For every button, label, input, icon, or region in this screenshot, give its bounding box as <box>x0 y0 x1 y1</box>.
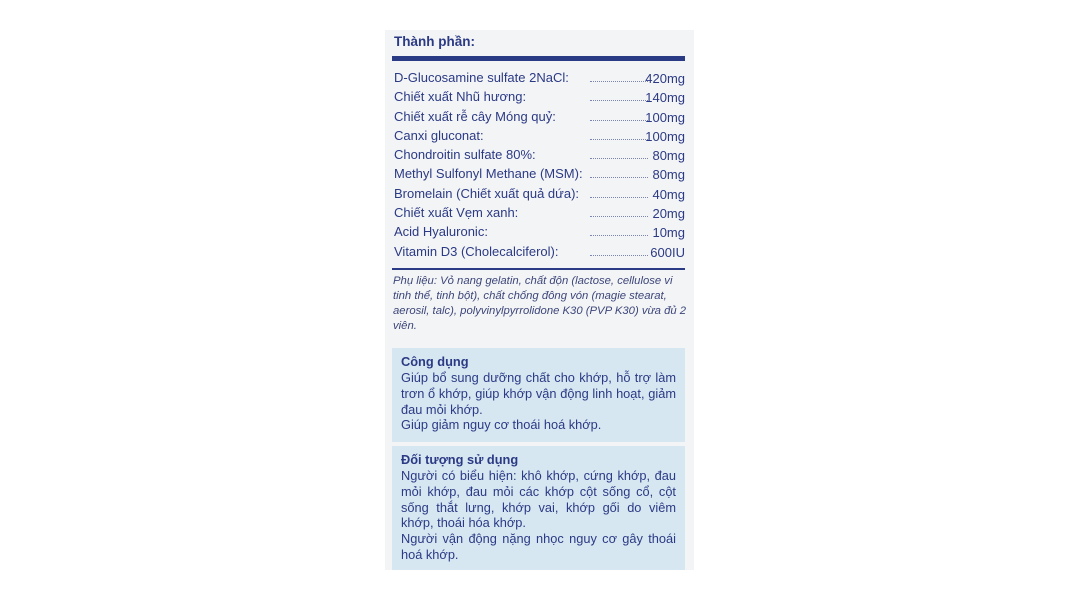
ingredient-amount: 100mg <box>645 109 685 125</box>
middle-divider <box>392 268 685 270</box>
ingredients-title: Thành phần: <box>394 34 475 49</box>
ingredient-row <box>394 107 685 126</box>
ingredient-name: Canxi gluconat: <box>394 127 484 143</box>
dot-leader <box>590 81 648 82</box>
top-divider <box>392 56 685 61</box>
product-label-panel <box>385 30 694 570</box>
ingredient-row <box>394 242 685 261</box>
ingredient-amount: 420mg <box>645 71 685 86</box>
ingredient-name: D-Glucosamine sulfate 2NaCl: <box>394 70 569 85</box>
ingredient-name: Chiết xuất rễ cây Móng quỷ: <box>394 108 556 124</box>
target-users-line: Người vận động nặng nhọc nguy cơ gây thoái hoá khớp. <box>401 531 676 562</box>
excipients-note: Phụ liệu: Vỏ nang gelatin, chất độn (lactose, cellulose vi tinh thể, tinh bột), chất chống đông vón (magie stearat, aerosil, talc), polyvinylpyrrolidone K30 (PVP K30) vừa đủ 2 viên. <box>393 275 687 332</box>
ingredient-row <box>394 68 685 87</box>
dot-leader <box>590 100 648 101</box>
uses-heading: Công dụng <box>401 354 469 369</box>
dot-leader <box>590 235 648 236</box>
target-users-line: Người có biểu hiện: khô khớp, cứng khớp, đau mỏi khớp, đau mỏi các khớp cột sống cổ, cột sống thắt lưng, khớp vai, khớp gối do viêm khớp, thoái hóa khớp. <box>401 468 676 531</box>
dot-leader <box>590 197 648 198</box>
ingredient-row <box>394 184 685 203</box>
ingredient-amount: 10mg <box>652 225 685 241</box>
dot-leader <box>590 158 648 159</box>
uses-line: Giúp giảm nguy cơ thoái hoá khớp. <box>401 417 602 433</box>
ingredients-list <box>394 68 685 261</box>
ingredient-name: Chiết xuất Nhũ hương: <box>394 89 527 105</box>
ingredient-name: Methyl Sulfonyl Methane (MSM): <box>394 166 583 182</box>
ingredient-amount: 600IU <box>650 244 685 260</box>
target-users-heading: Đối tượng sử dụng <box>401 452 519 467</box>
ingredient-amount: 40mg <box>652 186 685 202</box>
ingredient-name: Vitamin D3 (Cholecalciferol): <box>394 243 559 259</box>
ingredient-amount: 80mg <box>652 148 685 164</box>
uses-section <box>392 348 685 442</box>
ingredient-name: Chondroitin sulfate 80%: <box>394 147 536 163</box>
ingredient-row <box>394 222 685 241</box>
ingredient-amount: 20mg <box>652 206 685 222</box>
ingredient-row <box>394 203 685 222</box>
dot-leader <box>590 139 648 140</box>
ingredient-name: Acid Hyaluronic: <box>394 224 488 240</box>
uses-line: Giúp bổ sung dưỡng chất cho khớp, hỗ trợ làm trơn ổ khớp, giúp khớp vận động linh hoạt, giảm đau mỏi khớp. <box>401 370 676 417</box>
ingredient-amount: 100mg <box>645 128 685 144</box>
ingredient-amount: 140mg <box>645 90 685 106</box>
target-users-section <box>392 446 685 570</box>
ingredient-row <box>394 145 685 164</box>
dot-leader <box>590 177 648 178</box>
dot-leader <box>590 255 648 256</box>
ingredient-row <box>394 164 685 183</box>
ingredient-name: Chiết xuất Vẹm xanh: <box>394 205 519 221</box>
ingredient-row <box>394 87 685 106</box>
ingredient-row <box>394 126 685 145</box>
ingredient-amount: 80mg <box>652 167 685 183</box>
ingredient-name: Bromelain (Chiết xuất quả dứa): <box>394 185 580 201</box>
dot-leader <box>590 216 648 217</box>
dot-leader <box>590 120 648 121</box>
